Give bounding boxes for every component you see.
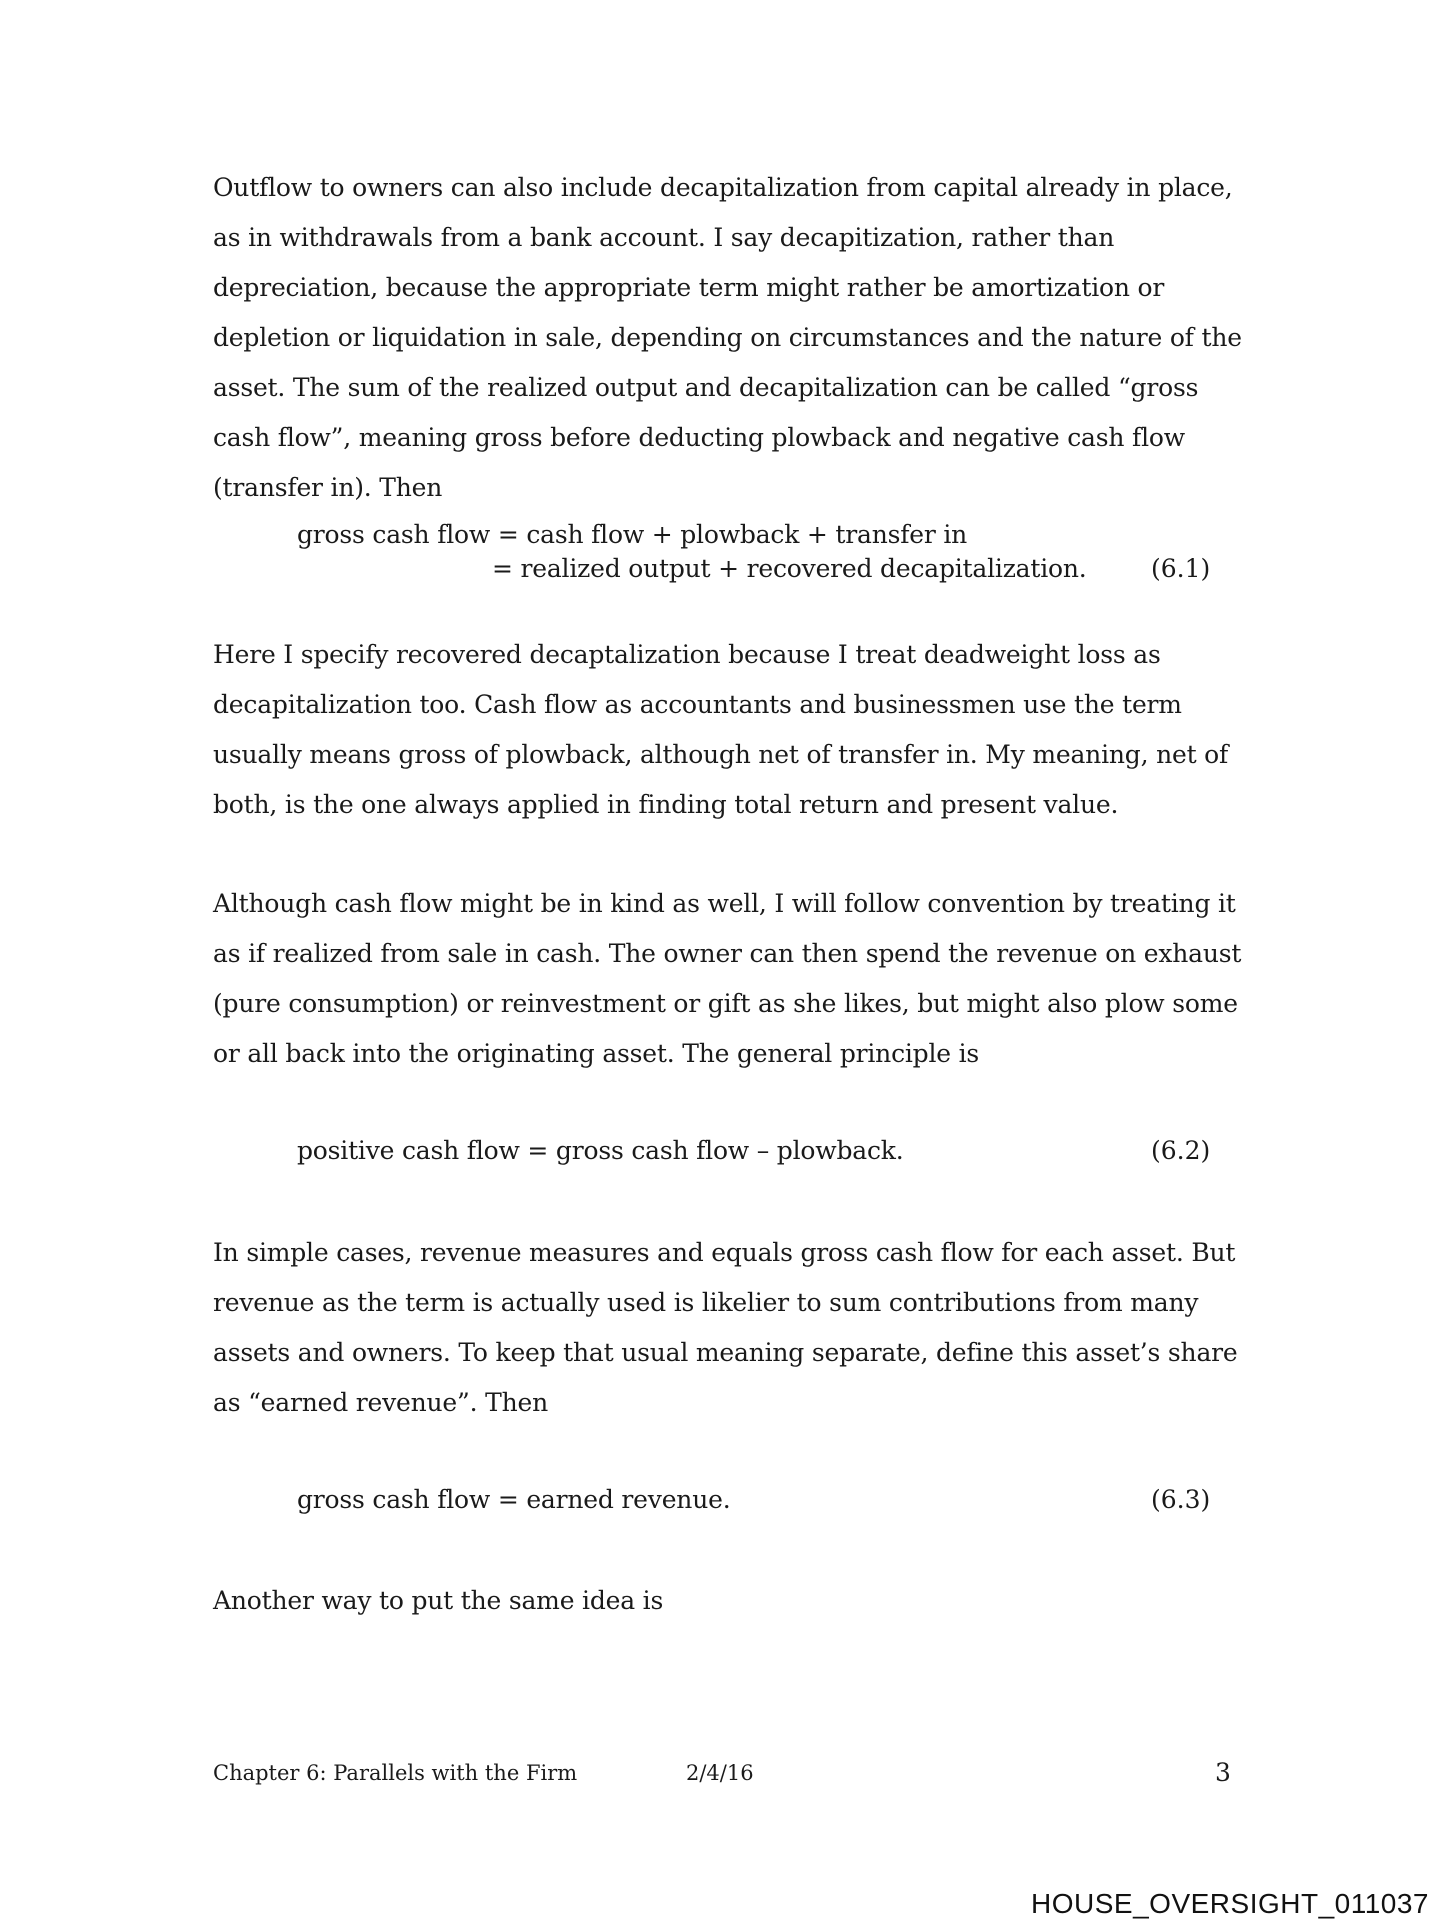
equation-6-2: positive cash flow = gross cash flow – plowback. — [297, 1136, 904, 1165]
equation-6-3-number: (6.3) — [1151, 1485, 1211, 1514]
paragraph-decapitalization: Outflow to owners can also include decapitalization from capital already in place, as in withdrawals from a bank account. I say decapitization, rather than depreciation, because the appropriate term might rather be amortization or depletion or liquidation in sale, depending on circumstances and the nature of the asset. The sum of the realized output and decapitalization can be called “gross cash flow”, meaning gross before deducting plowback and negative cash flow (transfer in). Then — [213, 173, 1242, 502]
equation-6-1-number: (6.1) — [1151, 554, 1211, 583]
page-number: 3 — [1215, 1758, 1231, 1787]
equation-6-1-line-1: gross cash flow = cash flow + plowback + transfer in — [297, 520, 968, 549]
paragraph-another-way: Another way to put the same idea is — [213, 1586, 664, 1615]
footer-date: 2/4/16 — [686, 1761, 754, 1785]
equation-6-2-number: (6.2) — [1151, 1136, 1211, 1165]
paragraph-recovered-decapitalization: Here I specify recovered decaptalization because I treat deadweight loss as decapitalization too. Cash flow as accountants and businessmen use the term usually means gross of plowback, although net of transfer in. My meaning, net of both, is the one always applied in finding total return and present value. — [213, 640, 1229, 819]
paragraph-cash-in-kind: Although cash flow might be in kind as well, I will follow convention by treating it as if realized from sale in cash. The owner can then spend the revenue on exhaust (pure consumption) or reinvestment or gift as she likes, but might also plow some or all back into the originating asset. The general principle is — [213, 889, 1242, 1068]
paragraph-earned-revenue: In simple cases, revenue measures and equals gross cash flow for each asset. But revenue as the term is actually used is likelier to sum contributions from many assets and owners. To keep that usual meaning separate, define this asset’s share as “earned revenue”. Then — [213, 1238, 1238, 1417]
equation-6-3: gross cash flow = earned revenue. — [297, 1485, 731, 1514]
footer-chapter-title: Chapter 6: Parallels with the Firm — [213, 1761, 578, 1785]
bates-stamp: HOUSE_OVERSIGHT_011037 — [1031, 1888, 1429, 1919]
equation-6-1-line-2: = realized output + recovered decapitalization. — [492, 554, 1087, 583]
